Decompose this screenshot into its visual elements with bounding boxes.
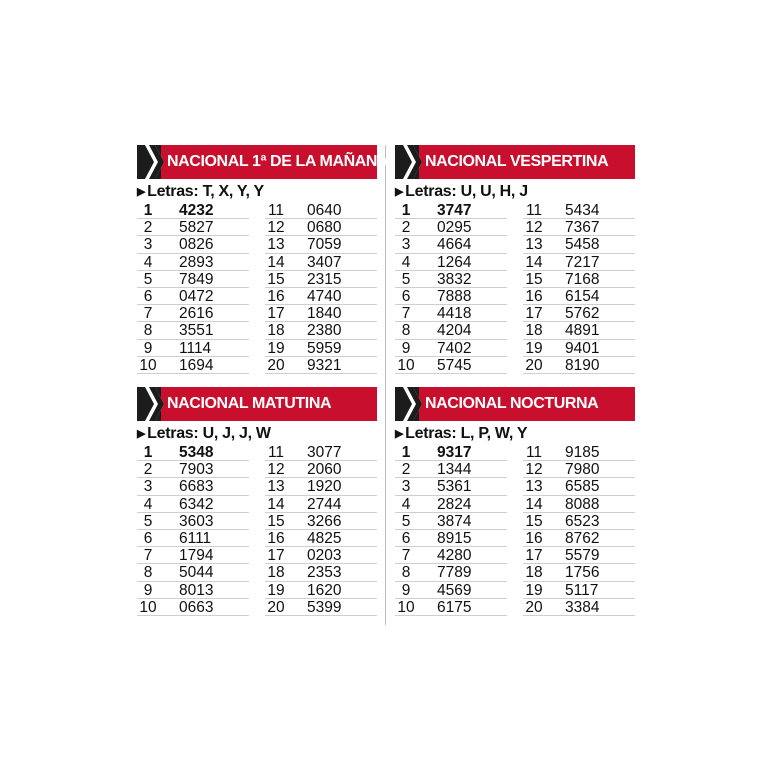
result-row <box>265 478 377 495</box>
result-position: 3 <box>143 236 153 254</box>
result-number: 6585 <box>565 478 600 496</box>
chevron-right-icon <box>395 387 429 421</box>
result-position: 2 <box>401 461 411 479</box>
result-position: 15 <box>267 270 285 288</box>
result-position: 15 <box>525 512 543 530</box>
result-position: 5 <box>143 270 153 288</box>
result-position: 12 <box>267 219 285 237</box>
result-number: 3551 <box>179 322 214 340</box>
result-row <box>265 582 377 599</box>
result-number: 6175 <box>437 598 472 616</box>
results-col-right <box>265 202 377 374</box>
result-position: 12 <box>525 219 543 237</box>
result-number: 3603 <box>179 512 214 530</box>
results-col-right <box>265 444 377 616</box>
result-number: 0826 <box>179 236 214 254</box>
result-position: 18 <box>525 564 543 582</box>
result-position: 3 <box>143 478 153 496</box>
result-number: 7903 <box>179 461 214 479</box>
result-position: 20 <box>267 598 285 616</box>
result-row <box>395 582 507 599</box>
results-columns <box>395 202 635 374</box>
result-row <box>523 322 635 339</box>
result-position: 1 <box>401 202 411 219</box>
result-number: 1756 <box>565 564 600 582</box>
result-position: 12 <box>267 461 285 479</box>
result-number: 4418 <box>437 305 472 323</box>
result-row <box>523 444 635 461</box>
result-number: 0680 <box>307 219 342 237</box>
results-col-right <box>523 202 635 374</box>
result-position: 14 <box>525 495 543 513</box>
result-number: 2893 <box>179 253 214 271</box>
result-number: 6683 <box>179 478 214 496</box>
results-col-left <box>137 444 249 616</box>
result-row <box>265 322 377 339</box>
result-position: 6 <box>143 287 153 305</box>
result-row <box>395 599 507 616</box>
result-row <box>137 478 249 495</box>
panel-nacional-manana <box>137 145 389 374</box>
result-position: 5 <box>401 512 411 530</box>
result-position: 9 <box>143 581 153 599</box>
result-number: 5579 <box>565 547 600 565</box>
letras-line <box>395 182 635 202</box>
letras-text: Letras: T, X, Y, Y <box>147 183 264 200</box>
result-number: 3384 <box>565 598 600 616</box>
result-position: 7 <box>401 305 411 323</box>
result-number: 3874 <box>437 512 472 530</box>
triangle-right-icon: ▶ <box>395 186 404 198</box>
result-number: 1794 <box>179 547 214 565</box>
panel-title: NACIONAL VESPERTINA <box>425 153 609 170</box>
result-position: 17 <box>525 547 543 565</box>
result-number: 0472 <box>179 287 214 305</box>
result-number: 5361 <box>437 478 472 496</box>
result-row <box>395 357 507 374</box>
result-number: 9185 <box>565 444 600 461</box>
result-position: 6 <box>401 287 411 305</box>
result-position: 5 <box>401 270 411 288</box>
result-number: 1264 <box>437 253 472 271</box>
result-row <box>395 564 507 581</box>
panel-nacional-nocturna <box>395 387 635 616</box>
result-row <box>137 461 249 478</box>
result-position: 7 <box>143 547 153 565</box>
result-row <box>523 288 635 305</box>
result-position: 10 <box>397 598 415 616</box>
result-position: 10 <box>397 356 415 374</box>
result-row <box>265 357 377 374</box>
result-position: 3 <box>401 236 411 254</box>
triangle-right-icon: ▶ <box>137 428 146 440</box>
result-position: 18 <box>525 322 543 340</box>
result-position: 16 <box>525 287 543 305</box>
result-number: 7217 <box>565 253 600 271</box>
result-row <box>137 305 249 322</box>
result-position: 18 <box>267 564 285 582</box>
result-row <box>523 513 635 530</box>
result-row <box>137 254 249 271</box>
panel-nacional-matutina <box>137 387 377 616</box>
result-position: 8 <box>143 322 153 340</box>
result-number: 0640 <box>307 202 342 219</box>
result-row <box>395 496 507 513</box>
result-row <box>265 461 377 478</box>
letras-line <box>137 424 377 444</box>
result-number: 9317 <box>437 444 472 461</box>
result-row <box>265 496 377 513</box>
results-col-left <box>395 444 507 616</box>
result-position: 2 <box>401 219 411 237</box>
result-row <box>137 236 249 253</box>
result-row <box>395 340 507 357</box>
result-number: 3407 <box>307 253 342 271</box>
result-number: 7888 <box>437 287 472 305</box>
result-number: 8762 <box>565 529 600 547</box>
result-position: 19 <box>267 581 285 599</box>
chevron-right-icon <box>137 145 171 179</box>
result-position: 7 <box>401 547 411 565</box>
result-row <box>395 254 507 271</box>
result-position: 4 <box>401 253 411 271</box>
result-row <box>137 202 249 219</box>
result-number: 6111 <box>179 529 212 547</box>
result-position: 6 <box>401 529 411 547</box>
panel-header <box>137 145 389 179</box>
result-number: 5117 <box>565 581 599 599</box>
result-position: 19 <box>525 581 543 599</box>
result-position: 13 <box>267 236 285 254</box>
result-row <box>137 564 249 581</box>
result-number: 3832 <box>437 270 472 288</box>
result-number: 2744 <box>307 495 342 513</box>
result-number: 1344 <box>437 461 472 479</box>
result-row <box>523 478 635 495</box>
result-row <box>137 322 249 339</box>
result-number: 4204 <box>437 322 472 340</box>
result-number: 6154 <box>565 287 600 305</box>
result-row <box>395 547 507 564</box>
result-position: 11 <box>525 202 543 219</box>
result-row <box>395 305 507 322</box>
result-position: 13 <box>267 478 285 496</box>
result-position: 14 <box>267 495 285 513</box>
results-col-left <box>395 202 507 374</box>
result-row <box>137 582 249 599</box>
results-columns <box>395 444 635 616</box>
result-number: 7059 <box>307 236 342 254</box>
result-number: 5827 <box>179 219 214 237</box>
result-position: 14 <box>267 253 285 271</box>
result-position: 19 <box>267 339 285 357</box>
result-row <box>265 530 377 547</box>
result-row <box>265 564 377 581</box>
result-position: 8 <box>401 322 411 340</box>
result-number: 4740 <box>307 287 342 305</box>
result-position: 5 <box>143 512 153 530</box>
result-row <box>137 547 249 564</box>
result-number: 2380 <box>307 322 342 340</box>
result-row <box>523 582 635 599</box>
result-row <box>523 254 635 271</box>
result-row <box>137 599 249 616</box>
result-row <box>265 219 377 236</box>
result-number: 5044 <box>179 564 214 582</box>
result-row <box>395 513 507 530</box>
result-row <box>265 340 377 357</box>
result-row <box>523 271 635 288</box>
panel-header <box>395 387 635 421</box>
panel-header <box>395 145 635 179</box>
result-position: 9 <box>143 339 153 357</box>
result-row <box>137 444 249 461</box>
result-number: 0203 <box>307 547 342 565</box>
result-number: 3077 <box>307 444 342 461</box>
result-position: 10 <box>139 598 157 616</box>
chevron-right-icon <box>137 387 171 421</box>
result-number: 2353 <box>307 564 342 582</box>
result-number: 4891 <box>565 322 600 340</box>
result-number: 2060 <box>307 461 342 479</box>
result-row <box>137 357 249 374</box>
result-row <box>395 461 507 478</box>
result-position: 16 <box>267 287 285 305</box>
result-number: 6523 <box>565 512 600 530</box>
result-row <box>523 305 635 322</box>
result-position: 4 <box>401 495 411 513</box>
result-number: 1840 <box>307 305 342 323</box>
result-row <box>523 530 635 547</box>
result-row <box>265 254 377 271</box>
result-number: 2315 <box>307 270 342 288</box>
result-row <box>523 202 635 219</box>
result-number: 9321 <box>307 356 342 374</box>
result-row <box>265 236 377 253</box>
result-number: 1694 <box>179 356 214 374</box>
result-position: 17 <box>267 305 285 323</box>
result-row <box>395 219 507 236</box>
results-col-left <box>137 202 249 374</box>
letras-line <box>395 424 635 444</box>
result-row <box>137 219 249 236</box>
result-number: 4825 <box>307 529 342 547</box>
result-position: 4 <box>143 253 153 271</box>
result-row <box>523 219 635 236</box>
result-row <box>523 461 635 478</box>
result-number: 5434 <box>565 202 600 219</box>
panel-nacional-vespertina <box>395 145 635 374</box>
result-position: 1 <box>143 444 153 461</box>
result-row <box>395 530 507 547</box>
result-position: 1 <box>401 444 411 461</box>
result-position: 17 <box>267 547 285 565</box>
result-position: 14 <box>525 253 543 271</box>
panel-title: NACIONAL MATUTINA <box>167 395 332 412</box>
result-row <box>523 340 635 357</box>
result-position: 15 <box>267 512 285 530</box>
result-row <box>395 202 507 219</box>
result-row <box>137 288 249 305</box>
result-position: 20 <box>525 598 543 616</box>
result-row <box>395 236 507 253</box>
result-row <box>137 271 249 288</box>
result-position: 13 <box>525 236 543 254</box>
result-number: 5762 <box>565 305 600 323</box>
result-number: 0295 <box>437 219 472 237</box>
result-row <box>265 444 377 461</box>
result-row <box>395 444 507 461</box>
result-number: 7168 <box>565 270 600 288</box>
panel-header <box>137 387 377 421</box>
result-position: 17 <box>525 305 543 323</box>
result-number: 7789 <box>437 564 472 582</box>
results-columns <box>137 444 377 616</box>
center-divider <box>385 145 386 625</box>
result-position: 8 <box>143 564 153 582</box>
result-position: 2 <box>143 219 153 237</box>
result-position: 3 <box>401 478 411 496</box>
result-number: 1920 <box>307 478 342 496</box>
result-number: 7402 <box>437 339 472 357</box>
result-row <box>137 530 249 547</box>
triangle-right-icon: ▶ <box>395 428 404 440</box>
result-number: 3747 <box>437 202 472 219</box>
result-row <box>265 271 377 288</box>
result-number: 7367 <box>565 219 600 237</box>
results-col-right <box>523 444 635 616</box>
result-number: 3266 <box>307 512 342 530</box>
result-position: 16 <box>267 529 285 547</box>
result-number: 5959 <box>307 339 342 357</box>
letras-text: Letras: U, J, J, W <box>147 425 271 442</box>
result-position: 4 <box>143 495 153 513</box>
results-columns <box>137 202 377 374</box>
result-number: 8190 <box>565 356 600 374</box>
result-position: 15 <box>525 270 543 288</box>
result-row <box>523 357 635 374</box>
result-number: 1620 <box>307 581 342 599</box>
result-row <box>523 496 635 513</box>
result-row <box>523 236 635 253</box>
result-number: 2616 <box>179 305 214 323</box>
letras-line <box>137 182 377 202</box>
result-row <box>523 564 635 581</box>
result-row <box>395 271 507 288</box>
triangle-right-icon: ▶ <box>137 186 146 198</box>
result-number: 5399 <box>307 598 342 616</box>
result-row <box>523 547 635 564</box>
result-position: 16 <box>525 529 543 547</box>
letras-text: Letras: U, U, H, J <box>405 183 528 200</box>
result-row <box>395 322 507 339</box>
letras-text: Letras: L, P, W, Y <box>405 425 528 442</box>
result-row <box>137 496 249 513</box>
result-position: 12 <box>525 461 543 479</box>
result-position: 2 <box>143 461 153 479</box>
result-row <box>265 305 377 322</box>
result-row <box>395 288 507 305</box>
result-number: 5348 <box>179 444 214 461</box>
result-number: 8088 <box>565 495 600 513</box>
result-number: 6342 <box>179 495 214 513</box>
result-position: 1 <box>143 202 153 219</box>
result-position: 13 <box>525 478 543 496</box>
result-number: 4664 <box>437 236 472 254</box>
panel-title: NACIONAL 1ª DE LA MAÑANA <box>167 153 389 170</box>
result-number: 2824 <box>437 495 472 513</box>
result-number: 9401 <box>565 339 600 357</box>
panel-title: NACIONAL NOCTURNA <box>425 395 599 412</box>
result-number: 0663 <box>179 598 214 616</box>
result-number: 4232 <box>179 202 214 219</box>
result-position: 11 <box>525 444 543 461</box>
result-position: 8 <box>401 564 411 582</box>
result-number: 1114 <box>179 339 212 357</box>
result-position: 20 <box>525 356 543 374</box>
result-row <box>265 547 377 564</box>
result-number: 7849 <box>179 270 214 288</box>
result-row <box>265 513 377 530</box>
result-row <box>523 599 635 616</box>
result-row <box>137 513 249 530</box>
chevron-right-icon <box>395 145 429 179</box>
result-position: 11 <box>267 202 285 219</box>
result-row <box>137 340 249 357</box>
result-number: 5745 <box>437 356 472 374</box>
result-position: 9 <box>401 581 411 599</box>
result-number: 7980 <box>565 461 600 479</box>
result-row <box>265 599 377 616</box>
result-row <box>265 288 377 305</box>
result-position: 9 <box>401 339 411 357</box>
result-number: 8013 <box>179 581 214 599</box>
result-position: 19 <box>525 339 543 357</box>
result-position: 20 <box>267 356 285 374</box>
result-position: 7 <box>143 305 153 323</box>
result-position: 18 <box>267 322 285 340</box>
result-position: 11 <box>267 444 285 461</box>
result-position: 10 <box>139 356 157 374</box>
result-number: 8915 <box>437 529 472 547</box>
result-number: 5458 <box>565 236 600 254</box>
result-row <box>265 202 377 219</box>
result-number: 4280 <box>437 547 472 565</box>
result-position: 6 <box>143 529 153 547</box>
result-row <box>395 478 507 495</box>
result-number: 4569 <box>437 581 472 599</box>
